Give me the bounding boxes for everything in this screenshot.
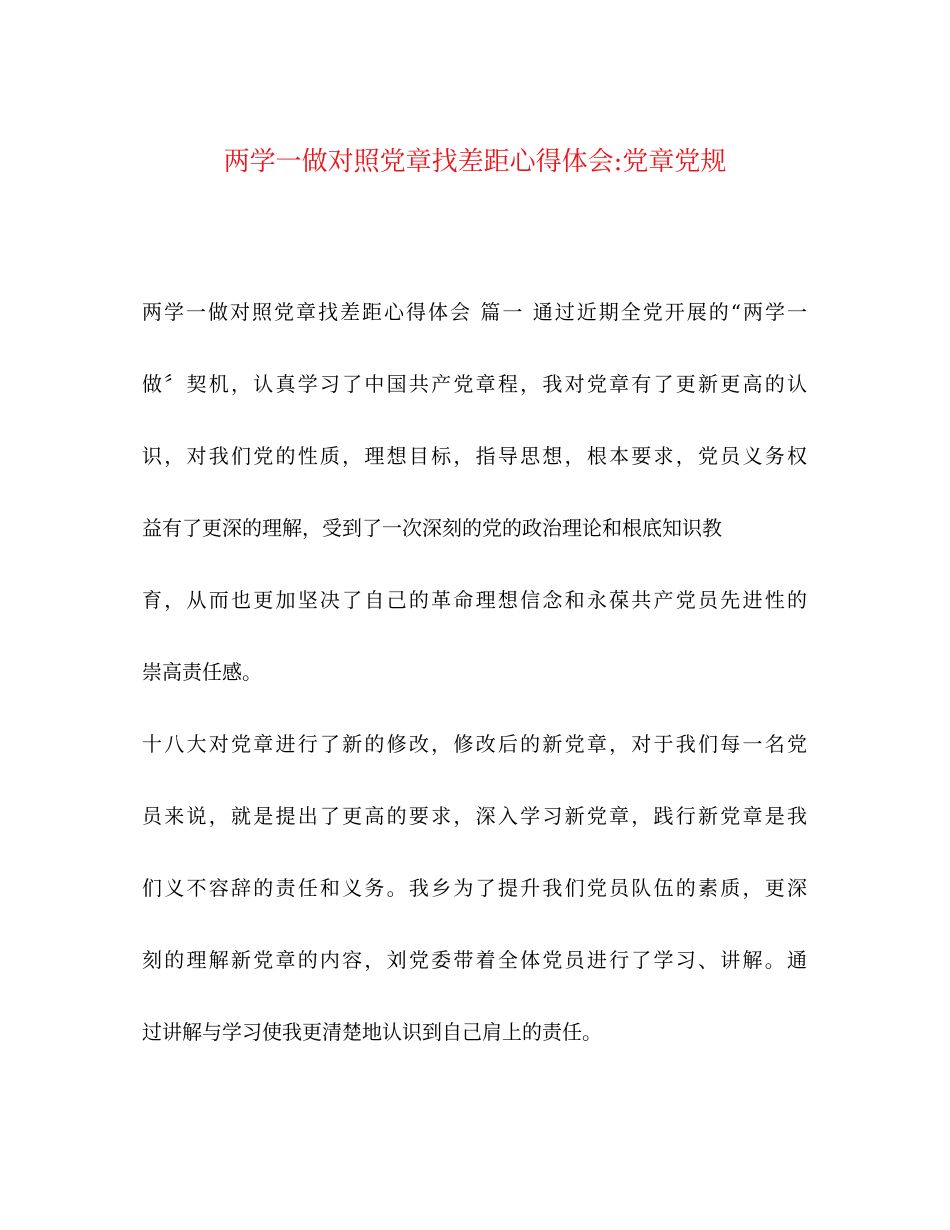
- paragraph-line: 育，从而也更加坚决了自己的革命理想信念和永葆共产党员先进性的: [142, 588, 807, 612]
- document-body: [142, 300, 807, 1092]
- paragraph-2: [142, 732, 807, 1044]
- paragraph-line: 们义不容辞的责任和义务。我乡为了提升我们党员队伍的素质，更深: [142, 876, 807, 900]
- paragraph-line: 刻的理解新党章的内容，刘党委带着全体党员进行了学习、讲解。通: [142, 948, 807, 972]
- paragraph-line: 过讲解与学习使我更清楚地认识到自己肩上的责任。: [142, 1020, 602, 1044]
- paragraph-line: 益有了更深的理解，受到了一次深刻的党的政治理论和根底知识教: [142, 516, 722, 540]
- paragraph-line: 崇高责任感。: [142, 660, 262, 684]
- document-title: 两学一做对照党章找差距心得体会:党章党规: [223, 147, 727, 177]
- paragraph-line: 识，对我们党的性质，理想目标，指导思想，根本要求，党员义务权: [142, 444, 807, 468]
- paragraph-1: [142, 300, 807, 684]
- paragraph-line: 做〞契机，认真学习了中国共产党章程，我对党章有了更新更高的认: [142, 372, 807, 396]
- paragraph-line: 员来说，就是提出了更高的要求，深入学习新党章，践行新党章是我: [142, 804, 807, 828]
- paragraph-line: 十八大对党章进行了新的修改，修改后的新党章，对于我们每一名党: [142, 732, 807, 756]
- paragraph-line: 两学一做对照党章找差距心得体会 篇一 通过近期全党开展的“两学一: [142, 300, 807, 324]
